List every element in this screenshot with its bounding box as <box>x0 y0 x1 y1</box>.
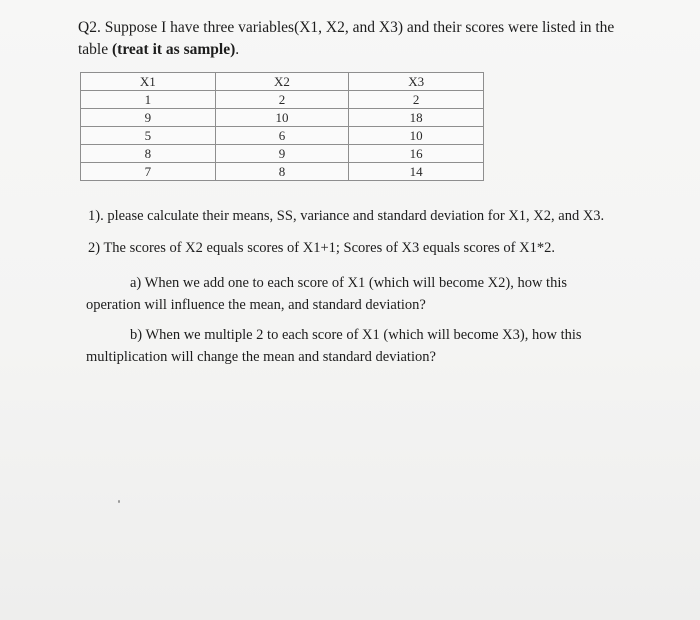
table-row <box>81 163 484 181</box>
header-x3: X3 <box>349 73 484 91</box>
cell-x2: 8 <box>215 163 349 181</box>
part-b-text: b) When we multiple 2 to each score of X1 (which will become X3), how this multiplication will change the mean and standard deviation? <box>86 327 582 365</box>
pen-mark <box>118 500 120 503</box>
cell-x1: 7 <box>81 163 216 181</box>
part-a-text: a) When we add one to each score of X1 (which will become X2), how this operation will influence the mean, and standard deviation? <box>86 275 568 313</box>
cell-x1: 5 <box>81 127 216 145</box>
cell-x1: 9 <box>81 109 216 127</box>
cell-x3: 18 <box>349 109 484 127</box>
table-row <box>81 109 484 127</box>
table-row <box>81 91 484 109</box>
part-1-text: 1). please calculate their means, SS, variance and standard deviation for X1, X2, and X3. <box>88 208 605 224</box>
cell-x2: 10 <box>215 109 349 127</box>
part-2-text: 2) The scores of X2 equals scores of X1+1; Scores of X3 equals scores of X1*2. <box>88 240 555 256</box>
table-row <box>81 127 484 145</box>
table-row <box>81 145 484 163</box>
cell-x3: 2 <box>349 91 484 109</box>
cell-x2: 9 <box>215 145 349 163</box>
header-x2: X2 <box>215 73 349 91</box>
cell-x1: 1 <box>81 91 216 109</box>
cell-x2: 6 <box>215 127 349 145</box>
cell-x2: 2 <box>215 91 349 109</box>
cell-x3: 14 <box>349 163 484 181</box>
question-text <box>78 17 638 61</box>
cell-x1: 8 <box>81 145 216 163</box>
table-header-row <box>81 73 484 91</box>
header-x1: X1 <box>81 73 216 91</box>
cell-x3: 16 <box>349 145 484 163</box>
scores-table <box>80 72 484 181</box>
cell-x3: 10 <box>349 127 484 145</box>
question-emphasis: (treat it as sample) <box>112 41 236 58</box>
question-intro: Q2. Suppose I have three variables(X1, X2, and X3) and their scores were listed in the table <box>78 19 615 58</box>
question-end: . <box>235 41 240 58</box>
